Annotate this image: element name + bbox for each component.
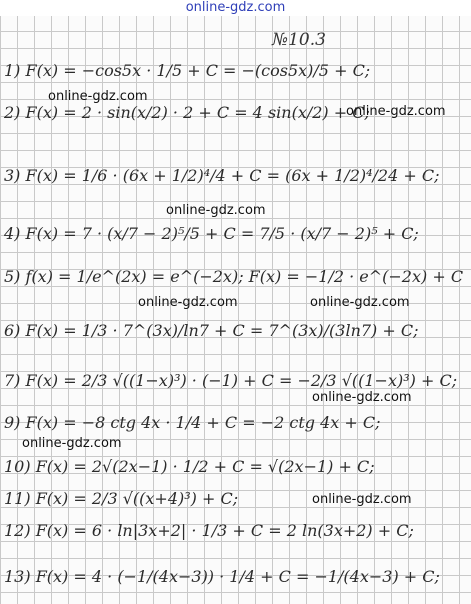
solution-line-5: 5) f(x) = 1/e^(2x) = e^(−2x); F(x) = −1/2 · e^(−2x) + C [4, 267, 464, 286]
problem-number: №10.3 [272, 30, 326, 50]
solution-line-3: 3) F(x) = 1/6 · (6x + 1/2)⁴/4 + C = (6x + 1/2)⁴/24 + C; [4, 166, 440, 185]
watermark: online-gdz.com [138, 295, 238, 310]
solution-line-7: 7) F(x) = 2/3 √((1−x)³) · (−1) + C = −2/3 √((1−x)³) + C; [4, 371, 458, 390]
watermark: online-gdz.com [310, 295, 410, 310]
solution-line-12: 12) F(x) = 6 · ln|3x+2| · 1/3 + C = 2 ln(3x+2) + C; [4, 521, 414, 540]
solution-line-4: 4) F(x) = 7 · (x/7 − 2)⁵/5 + C = 7/5 · (x/7 − 2)⁵ + C; [4, 224, 419, 243]
site-header[interactable]: online-gdz.com [0, 0, 471, 16]
solution-line-9: 9) F(x) = −8 ctg 4x · 1/4 + C = −2 ctg 4x + C; [4, 413, 381, 432]
watermark: online-gdz.com [166, 203, 266, 218]
watermark: online-gdz.com [48, 89, 148, 104]
solution-line-6: 6) F(x) = 1/3 · 7^(3x)/ln7 + C = 7^(3x)/(3ln7) + C; [4, 321, 419, 340]
solution-line-2: 2) F(x) = 2 · sin(x/2) · 2 + C = 4 sin(x/2) + C; [4, 103, 370, 122]
watermark: online-gdz.com [312, 390, 412, 405]
solution-line-11: 11) F(x) = 2/3 √((x+4)³) + C; [4, 489, 239, 508]
solution-line-1: 1) F(x) = −cos5x · 1/5 + C = −(cos5x)/5 + C; [4, 61, 371, 80]
solution-line-13: 13) F(x) = 4 · (−1/(4x−3)) · 1/4 + C = −1/(4x−3) + C; [4, 567, 440, 586]
watermark: online-gdz.com [312, 492, 412, 507]
solution-line-10: 10) F(x) = 2√(2x−1) · 1/2 + C = √(2x−1) + C; [4, 457, 375, 476]
watermark: online-gdz.com [346, 104, 446, 119]
watermark: online-gdz.com [22, 436, 122, 451]
